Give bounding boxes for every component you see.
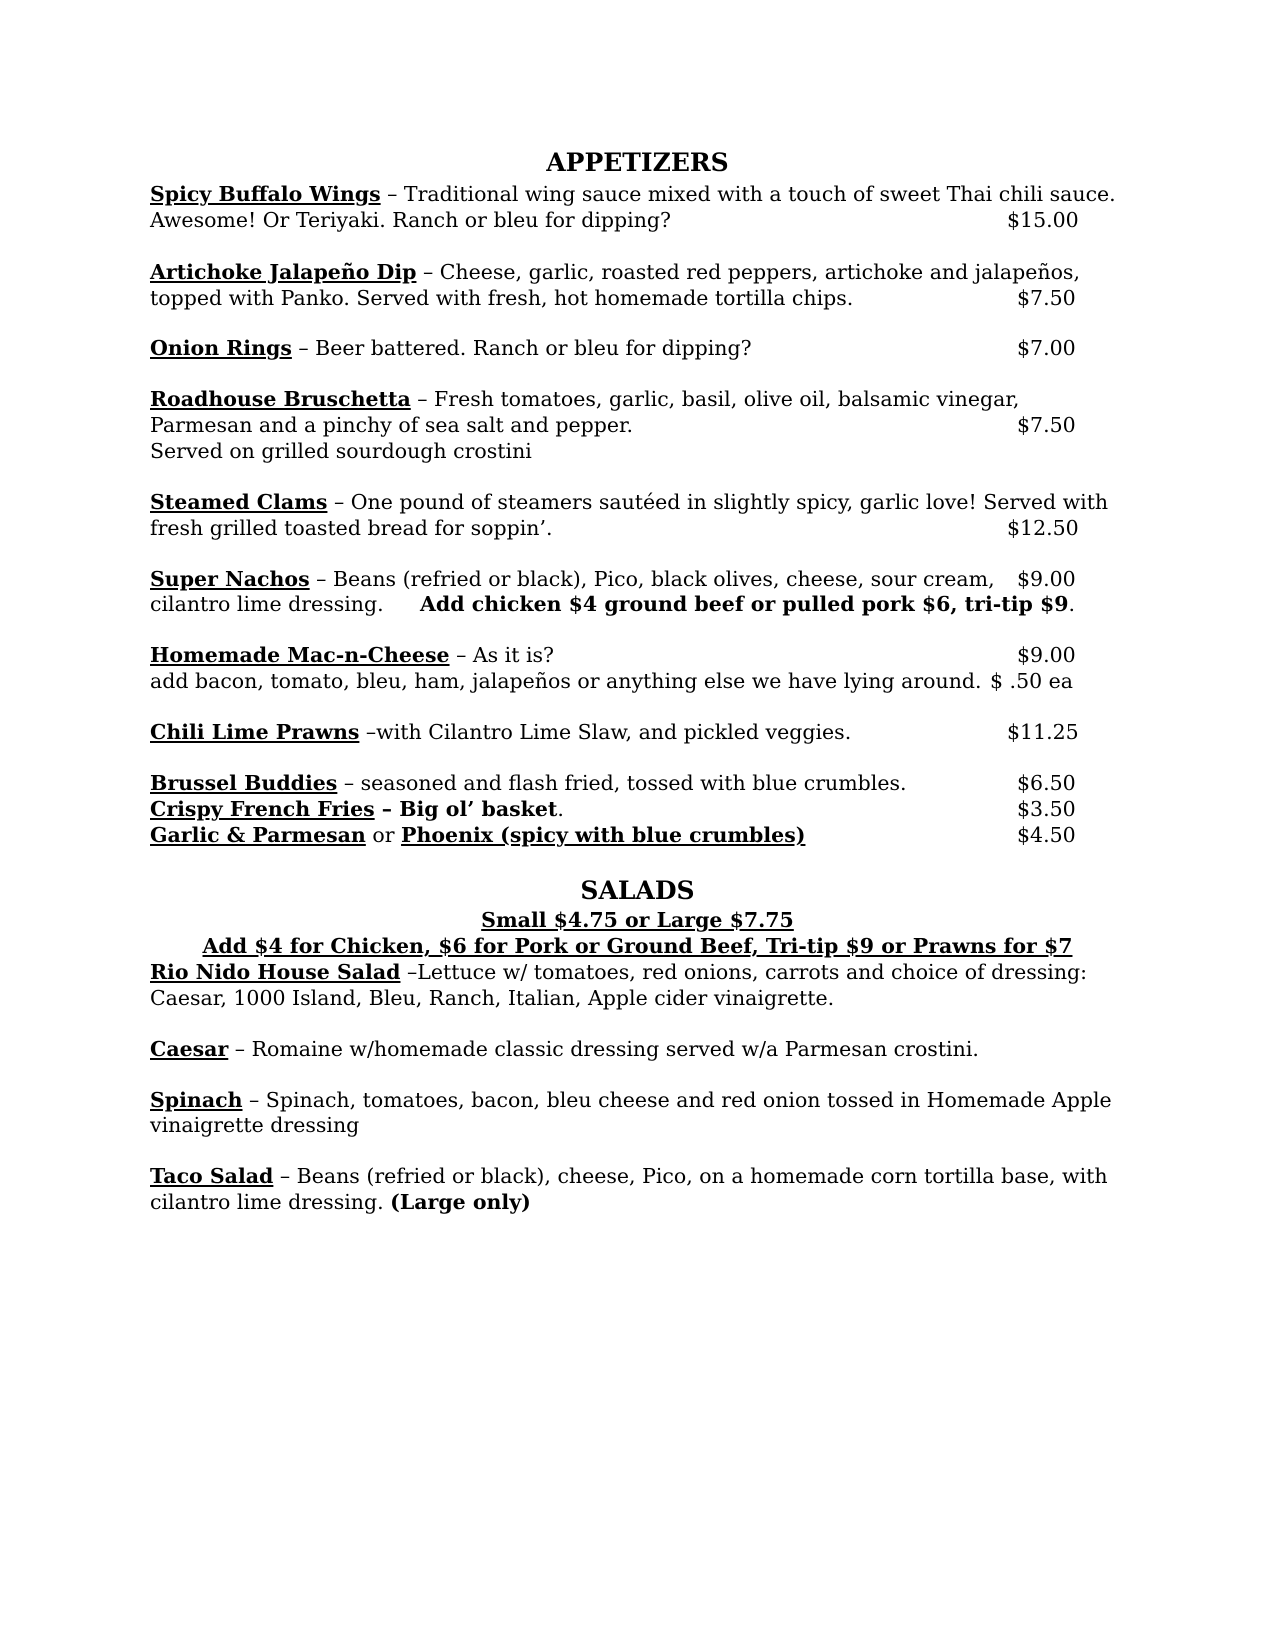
rings-name: Onion Rings [150, 336, 292, 360]
dip-price: $7.50 [1017, 286, 1076, 310]
dip-line-2 [150, 285, 1110, 311]
nachos-desc-1: – Beans (refried or black), Pico, black olives, cheese, sour cream, [309, 567, 995, 591]
clams-line-2 [150, 515, 1110, 541]
mac-line-1 [150, 642, 1110, 668]
rings-line-1 [150, 335, 1110, 361]
dip-name: Artichoke Jalapeño Dip [150, 260, 417, 284]
prawns-price: $11.25 [1007, 720, 1079, 744]
mac-price-1: $9.00 [1017, 643, 1076, 667]
house-line-2 [150, 985, 1110, 1011]
salads-add: Add $4 for Chicken, $6 for Pork or Ground Beef, Tri-tip $9 or Prawns for $7 [202, 934, 1073, 958]
taco-desc-1: – Beans (refried or black), cheese, Pico, on a homemade corn tortilla base, with [273, 1164, 1108, 1188]
bruschetta-desc-3: Served on grilled sourdough crostini [150, 439, 532, 463]
caesar-line [150, 1036, 1110, 1062]
spinach-line-2 [150, 1112, 1110, 1138]
salads-sizes: Small $4.75 or Large $7.75 [481, 908, 794, 932]
clams-name: Steamed Clams [150, 490, 328, 514]
taco-desc-2: cilantro lime dressing. [150, 1190, 391, 1214]
garlic-or: or [365, 823, 402, 847]
clams-desc-2: fresh grilled toasted bread for soppin’. [150, 516, 553, 540]
clams-line-1 [150, 489, 1110, 515]
prawns-name: Chili Lime Prawns [150, 720, 360, 744]
brussel-desc: – seasoned and flash fried, tossed with blue crumbles. [337, 771, 907, 795]
bruschetta-line-2 [150, 412, 1110, 438]
prawns-line-1 [150, 719, 1110, 745]
brussel-price: $6.50 [1017, 771, 1076, 795]
spinach-line-1 [150, 1087, 1110, 1113]
spinach-desc-2: vinaigrette dressing [150, 1113, 360, 1137]
rings-price: $7.00 [1017, 336, 1076, 360]
brussel-name: Brussel Buddies [150, 771, 338, 795]
fries-desc: – Big ol’ basket [374, 797, 558, 821]
taco-name: Taco Salad [150, 1164, 274, 1188]
mac-desc-1: – As it is? [449, 643, 555, 667]
dip-desc-2: topped with Panko. Served with fresh, hot homemade tortilla chips. [150, 286, 854, 310]
nachos-name: Super Nachos [150, 567, 310, 591]
bruschetta-name: Roadhouse Bruschetta [150, 387, 411, 411]
taco-line-2 [150, 1189, 1110, 1215]
house-desc-1: –Lettuce w/ tomatoes, red onions, carrots and choice of dressing: [400, 960, 1088, 984]
mac-price-2: $ .50 ea [990, 669, 1074, 693]
wings-desc-1: – Traditional wing sauce mixed with a touch of sweet Thai chili sauce. [380, 182, 1116, 206]
mac-desc-2: add bacon, tomato, bleu, ham, jalapeños or anything else we have lying around. [150, 669, 982, 693]
mac-line-2 [150, 668, 1110, 694]
taco-line-1 [150, 1163, 1110, 1189]
house-desc-2: Caesar, 1000 Island, Bleu, Ranch, Italian, Apple cider vinaigrette. [150, 986, 835, 1010]
house-name: Rio Nido House Salad [150, 960, 401, 984]
nachos-addon-period: . [1068, 592, 1076, 616]
salads-title: SALADS [580, 876, 695, 905]
garlic-line [150, 822, 1110, 848]
nachos-addon [420, 591, 1075, 617]
nachos-line-1 [150, 566, 1110, 592]
bruschetta-line-1 [150, 386, 1110, 412]
phoenix-name: Phoenix (spicy with blue crumbles) [401, 823, 806, 847]
wings-line-1 [150, 181, 1116, 207]
clams-price: $12.50 [1007, 516, 1079, 540]
bruschetta-line-3 [150, 438, 1110, 464]
appetizers-title: APPETIZERS [546, 148, 729, 177]
dip-desc-1: – Cheese, garlic, roasted red peppers, artichoke and jalapeños, [416, 260, 1080, 284]
garlic-price: $4.50 [1017, 823, 1076, 847]
wings-price: $15.00 [1007, 208, 1079, 232]
bruschetta-desc-1: – Fresh tomatoes, garlic, basil, olive oil, balsamic vinegar, [410, 387, 1020, 411]
fries-name: Crispy French Fries [150, 797, 375, 821]
wings-desc-2: Awesome! Or Teriyaki. Ranch or bleu for dipping? [150, 208, 672, 232]
caesar-name: Caesar [150, 1037, 229, 1061]
wings-line-2 [150, 207, 1110, 233]
fries-line [150, 796, 1110, 822]
bruschetta-price: $7.50 [1017, 413, 1076, 437]
prawns-desc-1: –with Cilantro Lime Slaw, and pickled veggies. [359, 720, 852, 744]
garlic-name: Garlic & Parmesan [150, 823, 366, 847]
caesar-desc: – Romaine w/homemade classic dressing served w/a Parmesan crostini. [228, 1037, 979, 1061]
nachos-desc-2: cilantro lime dressing. [150, 592, 384, 616]
taco-note: (Large only) [390, 1190, 531, 1214]
house-line-1 [150, 959, 1110, 985]
brussel-line [150, 770, 1110, 796]
spinach-name: Spinach [150, 1088, 243, 1112]
clams-desc-1: – One pound of steamers sautéed in slightly spicy, garlic love! Served with [327, 490, 1109, 514]
wings-name: Spicy Buffalo Wings [150, 182, 381, 206]
dip-line-1 [150, 259, 1110, 285]
spinach-desc-1: – Spinach, tomatoes, bacon, bleu cheese and red onion tossed in Homemade Apple [242, 1088, 1112, 1112]
mac-name: Homemade Mac-n-Cheese [150, 643, 450, 667]
nachos-line-2 [150, 591, 1110, 617]
nachos-price: $9.00 [1017, 567, 1076, 591]
rings-desc-1: – Beer battered. Ranch or bleu for dipping? [291, 336, 752, 360]
fries-price: $3.50 [1017, 797, 1076, 821]
nachos-addon-text: Add chicken $4 ground beef or pulled pork $6, tri-tip $9 [420, 592, 1069, 616]
fries-period: . [557, 797, 564, 821]
bruschetta-desc-2: Parmesan and a pinchy of sea salt and pepper. [150, 413, 634, 437]
